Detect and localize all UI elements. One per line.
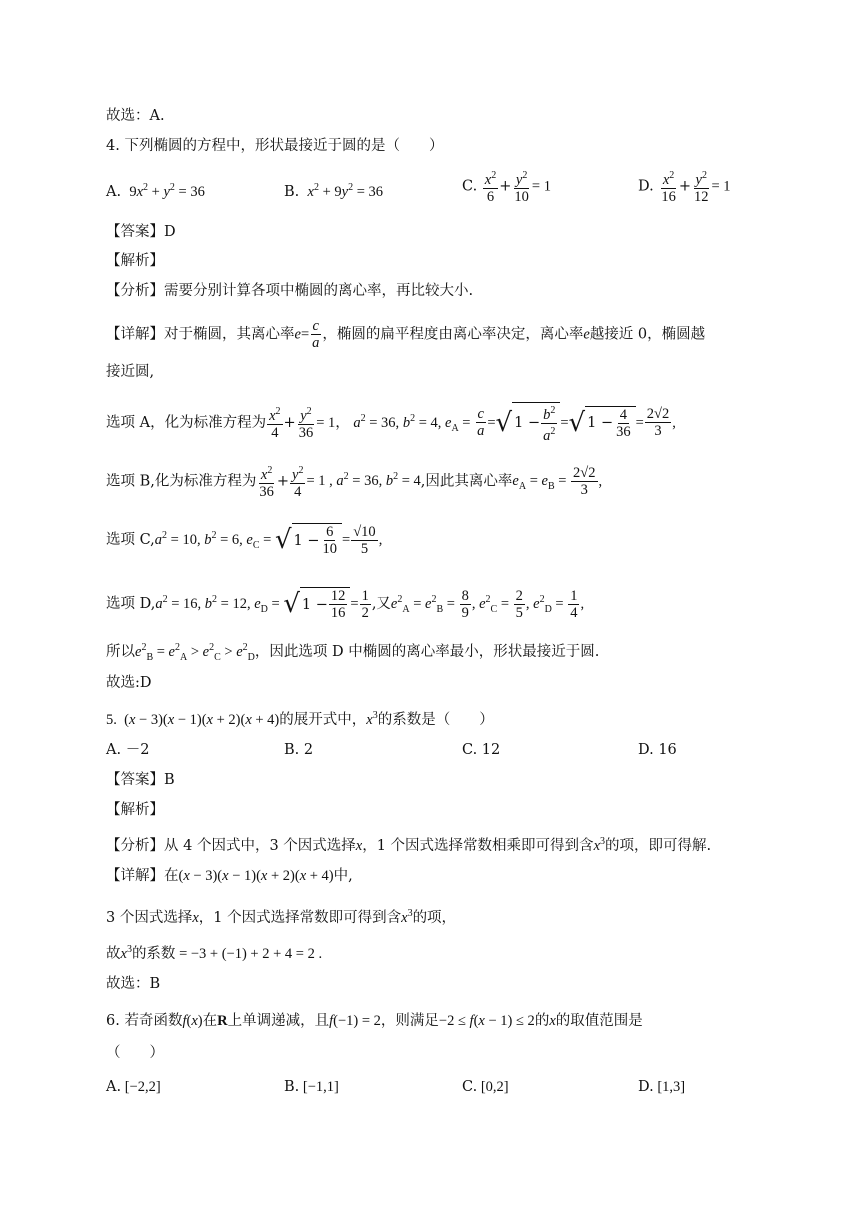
q4-option-b-calc: 选项 B,化为标准方程为 $\frac{x^2}{36}$ + $\frac{y^2}{4}$ = 1 , $a^2 = 36$, $b^2 = 4$,因此其离心率$e_A = e_B$ = $\frac{2√2}{3}$ , (106, 464, 603, 500)
q6-option-c[interactable]: C. [0,2] (462, 1079, 509, 1095)
question-6-paren: （ ） (106, 1045, 164, 1061)
q4-option-c[interactable]: C. $\frac{x^2}{6}$ + $\frac{y^2}{10}$ = 1 (462, 170, 551, 205)
question-4-stem: 4. 下列椭圆的方程中，形状最接近于圆的是（ ） (106, 138, 444, 154)
q5-answer: 【答案】B (106, 772, 175, 788)
question-5-stem: 5. (x − 3)(x − 1)(x + 2)(x + 4)的展开式中，$x^3$的系数是（ ） (106, 710, 494, 728)
q4-option-a[interactable]: A. $9x^2 + y^2 = 36$ (106, 182, 205, 200)
q4-option-d[interactable]: D. $\frac{x^2}{16}$ + $\frac{y^2}{12}$ = 1 (638, 170, 731, 205)
q4-conclusion: 所以$e^2_B = e^2_A > e^2_C > e^2_D$，因此选项 D 中椭圆的离心率最小，形状最接近于圆. (106, 642, 600, 663)
q5-detail-line3: 故$x^3$的系数 = −3 + (−1) + 2 + 4 = 2 . (106, 944, 323, 962)
q4-option-b[interactable]: B. $x^2 + 9y^2 = 36$ (284, 182, 383, 200)
q4-select: 故选:D (106, 675, 152, 691)
q4-option-c-calc: 选项 $C,a^2 = 10$, $b^2 = 6$, $e_C$ = √ 1 − $\frac{6}{10}$ = $\frac{√10}{5}$ , (106, 523, 383, 557)
q4-detail-line2: 接近圆, (106, 364, 155, 380)
q4-analysis: 【分析】需要分别计算各项中椭圆的离心率，再比较大小. (106, 283, 474, 299)
q5-option-d[interactable]: D. 16 (638, 742, 677, 758)
q5-analysis-heading: 【解析】 (106, 802, 164, 818)
q5-analysis: 【分析】从 4 个因式中，3 个因式选择x，1 个因式选择常数相乘即可得到含$x^3$的项，即可得解. (106, 836, 712, 854)
q5-option-b[interactable]: B. 2 (284, 742, 314, 758)
q5-select: 故选：B (106, 976, 161, 992)
q4-analysis-heading: 【解析】 (106, 253, 164, 269)
q4-detail-line1: 【详解】对于椭圆，其离心率e= $\frac{c}{a}$ ，椭圆的扁平程度由离心率决定，离心率e越接近 0，椭圆越 (106, 318, 706, 351)
q4-answer: 【答案】D (106, 224, 176, 240)
q6-option-a[interactable]: A. [−2,2] (106, 1079, 161, 1095)
answer-select-prev: 故选：A. (106, 108, 165, 124)
q5-detail-line2: 3 个因式选择x，1 个因式选择常数即可得到含$x^3$的项， (106, 908, 457, 926)
q6-option-b[interactable]: B. [−1,1] (284, 1079, 339, 1095)
q4-option-d-calc: 选项 $D,a^2 = 16$, $b^2 = 12$, $e_D$ = √ 1 − $\frac{12}{16}$ = $\frac{1}{2}$ ,又$e^2_A = e^2_B$ = $\frac{8}{9}$ , $e^2_C$ = $\frac{2}{5}$ , $e^2_D$ = $\frac{1}{4}$ , (106, 587, 585, 621)
q5-option-c[interactable]: C. 12 (462, 742, 501, 758)
q5-option-a[interactable]: A. －2 (106, 742, 150, 758)
q6-option-d[interactable]: D. [1,3] (638, 1079, 686, 1095)
q4-option-a-calc: 选项 A，化为标准方程为 $\frac{x^2}{4}$ + $\frac{y^2}{36}$ = 1， $a^2 = 36$, $b^2 = 4$, $e_A$ = $\frac{c}{a}$ = √ 1 − $\frac{b^2}{a^2}$ = √ 1 − $\frac{4}{36}$ = $\frac{2√2}{3}$ , (106, 402, 676, 444)
question-6-stem: 6. 若奇函数f(x)在R上单调递减，且f(−1) = 2，则满足−2 ≤ f(x − 1) ≤ 2的x的取值范围是 (106, 1013, 643, 1029)
q5-detail-line1: 【详解】在(x − 3)(x − 1)(x + 2)(x + 4)中, (106, 868, 353, 884)
